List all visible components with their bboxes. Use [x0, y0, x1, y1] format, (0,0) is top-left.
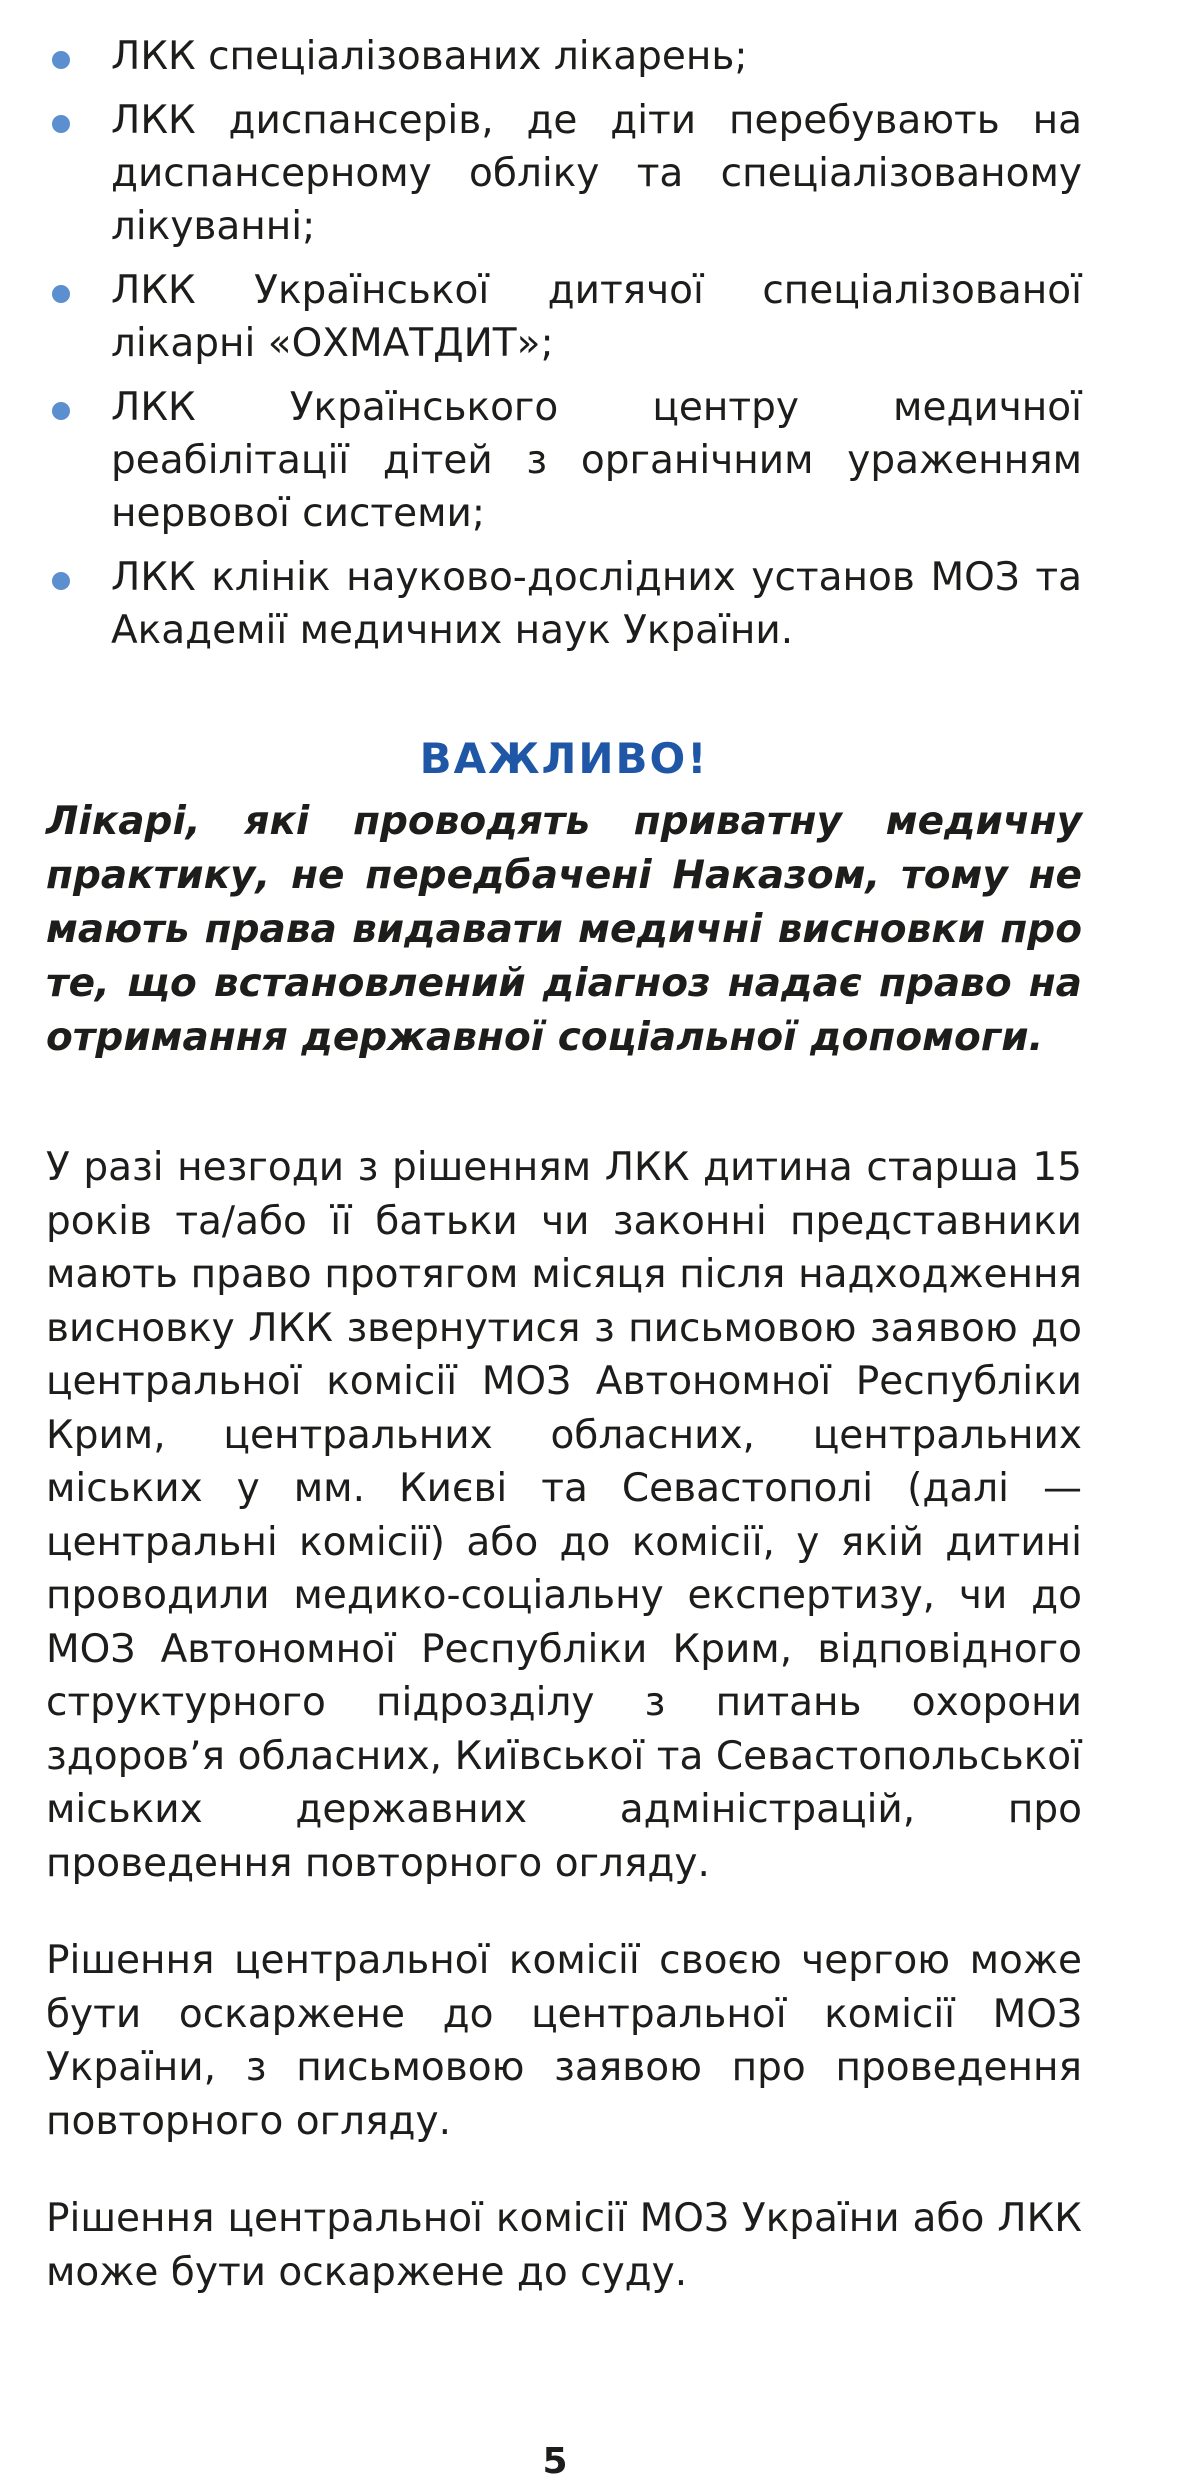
list-item — [46, 30, 1082, 83]
paragraph-central-commission: Рішення центральної комісії своєю чергою може бути оскаржене до центральної комісії МОЗ України, з письмовою заявою про проведення повторного огляду. — [46, 1938, 1082, 2144]
page-number: 5 — [542, 2441, 568, 2482]
paragraph-court-appeal: Рішення центральної комісії МОЗ України або ЛКК може бути оскаржене до суду. — [46, 2196, 1082, 2295]
list-item — [46, 551, 1082, 657]
list-item-text: ЛКК Української дитячої спеціалізованої лікарні «ОХМАТДИТ»; — [111, 268, 1082, 366]
list-item — [46, 381, 1082, 540]
list-item-text: ЛКК Українського центру медичної реабілітації дітей з органічним ураженням нервової системи; — [111, 385, 1082, 536]
important-heading: ВАЖЛИВО! — [419, 734, 709, 783]
important-note: Лікарі, які проводять приватну медичну практику, не передбачені Наказом, тому не мають права видавати медичні висновки про те, що встановлений діагноз надає право на отримання державної соціальної допомоги. — [46, 799, 1082, 1060]
list-item — [46, 264, 1082, 370]
bullet-icon — [52, 115, 70, 133]
list-item-text: ЛКК клінік науково-дослідних установ МОЗ та Академії медичних наук України. — [111, 555, 1082, 653]
bullet-icon — [52, 572, 70, 590]
bullet-icon — [52, 285, 70, 303]
list-item — [46, 94, 1082, 253]
commission-list — [46, 30, 1082, 657]
list-item-text: ЛКК диспансерів, де діти перебувають на диспансерному обліку та спеціалізованому лікуванні; — [111, 98, 1082, 249]
page-content — [46, 30, 1082, 2299]
paragraph-appeal-procedure: У разі незгоди з рішенням ЛКК дитина старша 15 років та/або її батьки чи законні представники мають право протягом місяця після надходження висновку ЛКК звернутися з письмовою заявою до центральної комісії МОЗ Автономної Республіки Крим, центральних обласних, центральних міських у мм. Києві та Севастополі (далі — центральні комісії) або до комісії, у якій дитині проводили медико-соціальну експертизу, чи до МОЗ Автономної Республіки Крим, відповідного структурного підрозділу з питань охорони здоров’я обласних, Київської та Севастопольської міських державних адміністрацій, про проведення повторного огляду. — [46, 1145, 1082, 1886]
bullet-icon — [52, 51, 70, 69]
bullet-icon — [52, 402, 70, 420]
list-item-text: ЛКК спеціалізованих лікарень; — [111, 34, 748, 79]
